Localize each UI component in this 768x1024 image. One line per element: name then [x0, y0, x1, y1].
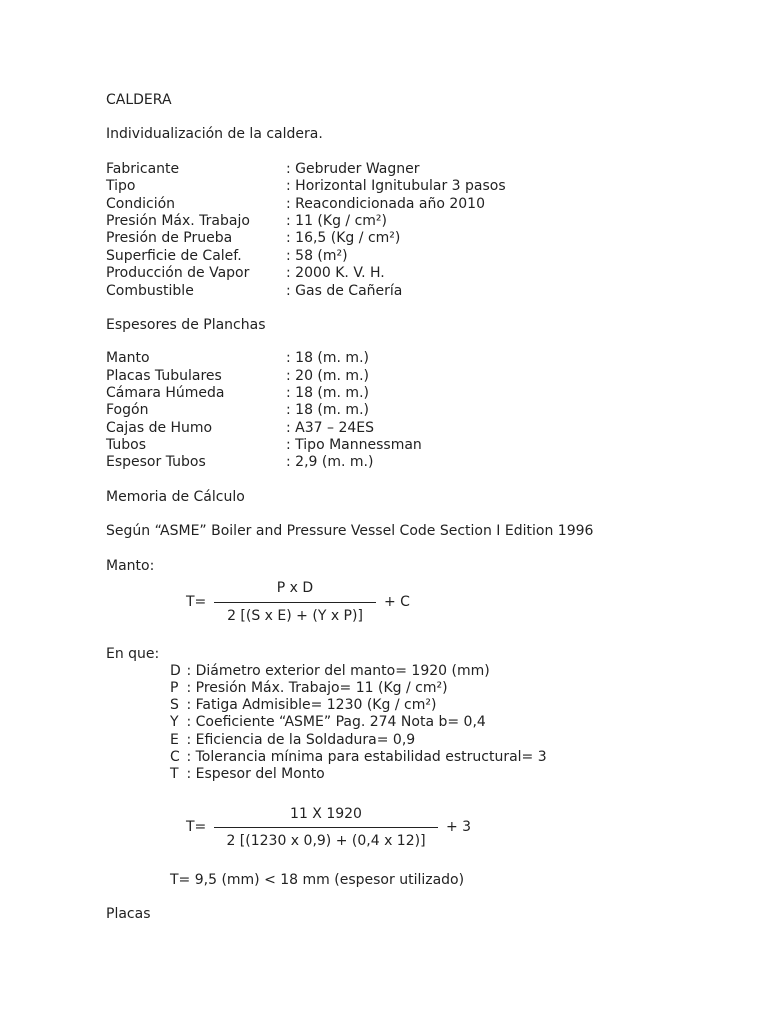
- spec-label: Tipo: [106, 178, 136, 194]
- variable-symbol: E: [170, 732, 179, 748]
- fraction-bar: [214, 602, 376, 603]
- spec-label: Superficie de Calef.: [106, 248, 242, 264]
- variable-row-s: [170, 697, 436, 714]
- variable-desc: : Espesor del Monto: [182, 766, 325, 782]
- spec-value: : Gas de Cañería: [286, 283, 402, 300]
- en-que-label: En que:: [106, 646, 160, 662]
- variable-desc: : Tolerancia mínima para estabilidad estructural= 3: [182, 749, 547, 765]
- espesor-label: Cámara Húmeda: [106, 385, 225, 401]
- spec-value: : Horizontal Ignitubular 3 pasos: [286, 178, 506, 195]
- formula-lhs: T=: [186, 594, 207, 610]
- espesor-label: Espesor Tubos: [106, 454, 206, 470]
- manto-label: Manto:: [106, 558, 155, 574]
- spec-value: : 58 (m²): [286, 248, 348, 265]
- espesor-label: Fogón: [106, 402, 149, 418]
- variable-desc: : Eficiencia de la Soldadura= 0,9: [182, 732, 415, 748]
- spec-value: : 2000 K. V. H.: [286, 265, 385, 282]
- spec-value: : 16,5 (Kg / cm²): [286, 230, 400, 247]
- formula-denominator: 2 [(1230 x 0,9) + (0,4 x 12)]: [226, 833, 426, 849]
- espesor-label: Manto: [106, 350, 150, 366]
- formula-tail: + C: [384, 594, 410, 610]
- spec-label: Combustible: [106, 283, 194, 299]
- resultado-line: T= 9,5 (mm) < 18 mm (espesor utilizado): [170, 872, 465, 888]
- spec-value: : Gebruder Wagner: [286, 161, 420, 178]
- variable-symbol: P: [170, 680, 179, 696]
- section-heading-identificacion: Individualización de la caldera.: [106, 126, 323, 142]
- spec-value: : 11 (Kg / cm²): [286, 213, 387, 230]
- spec-value: : Reacondicionada año 2010: [286, 196, 485, 213]
- fraction-bar: [214, 827, 438, 828]
- variable-row-t: [170, 766, 325, 783]
- variable-row-c: [170, 749, 547, 766]
- variable-desc: : Coeficiente “ASME” Pag. 274 Nota b= 0,4: [182, 714, 486, 730]
- variable-row-y: [170, 714, 486, 731]
- spec-label: Presión de Prueba: [106, 230, 233, 246]
- espesor-value: : 18 (m. m.): [286, 385, 369, 402]
- spec-label: Presión Máx. Trabajo: [106, 213, 250, 229]
- espesor-label: Tubos: [106, 437, 147, 453]
- variable-symbol: C: [170, 749, 180, 765]
- espesor-value: : 18 (m. m.): [286, 402, 369, 419]
- document-title: CALDERA: [106, 92, 172, 108]
- espesor-value: : Tipo Mannessman: [286, 437, 422, 454]
- section-heading-memoria: Memoria de Cálculo: [106, 489, 245, 505]
- variable-symbol: Y: [170, 714, 179, 730]
- espesor-label: Placas Tubulares: [106, 368, 222, 384]
- variable-row-d: [170, 663, 490, 680]
- formula-numerator: 11 X 1920: [290, 806, 362, 822]
- variable-desc: : Fatiga Admisible= 1230 (Kg / cm²): [182, 697, 436, 713]
- spec-label: Producción de Vapor: [106, 265, 250, 281]
- variable-symbol: T: [170, 766, 179, 782]
- espesor-value: : 2,9 (m. m.): [286, 454, 373, 471]
- formula-lhs: T=: [186, 819, 207, 835]
- formula-numerator: P x D: [276, 580, 314, 596]
- variable-desc: : Diámetro exterior del manto= 1920 (mm): [182, 663, 490, 679]
- espesor-value: : 20 (m. m.): [286, 368, 369, 385]
- espesor-label: Cajas de Humo: [106, 420, 213, 436]
- espesor-value: : A37 – 24ES: [286, 420, 374, 437]
- variable-desc: : Presión Máx. Trabajo= 11 (Kg / cm²): [182, 680, 448, 696]
- espesor-value: : 18 (m. m.): [286, 350, 369, 367]
- variable-symbol: D: [170, 663, 181, 679]
- variable-symbol: S: [170, 697, 179, 713]
- variable-row-p: [170, 680, 448, 697]
- variable-row-e: [170, 732, 415, 749]
- formula-tail: + 3: [446, 819, 472, 835]
- formula-denominator: 2 [(S x E) + (Y x P)]: [227, 608, 363, 624]
- placas-label: Placas: [106, 906, 151, 922]
- spec-label: Condición: [106, 196, 176, 212]
- spec-label: Fabricante: [106, 161, 180, 177]
- section-heading-espesores: Espesores de Planchas: [106, 317, 266, 333]
- norma-reference: Según “ASME” Boiler and Pressure Vessel Code Section I Edition 1996: [106, 523, 594, 539]
